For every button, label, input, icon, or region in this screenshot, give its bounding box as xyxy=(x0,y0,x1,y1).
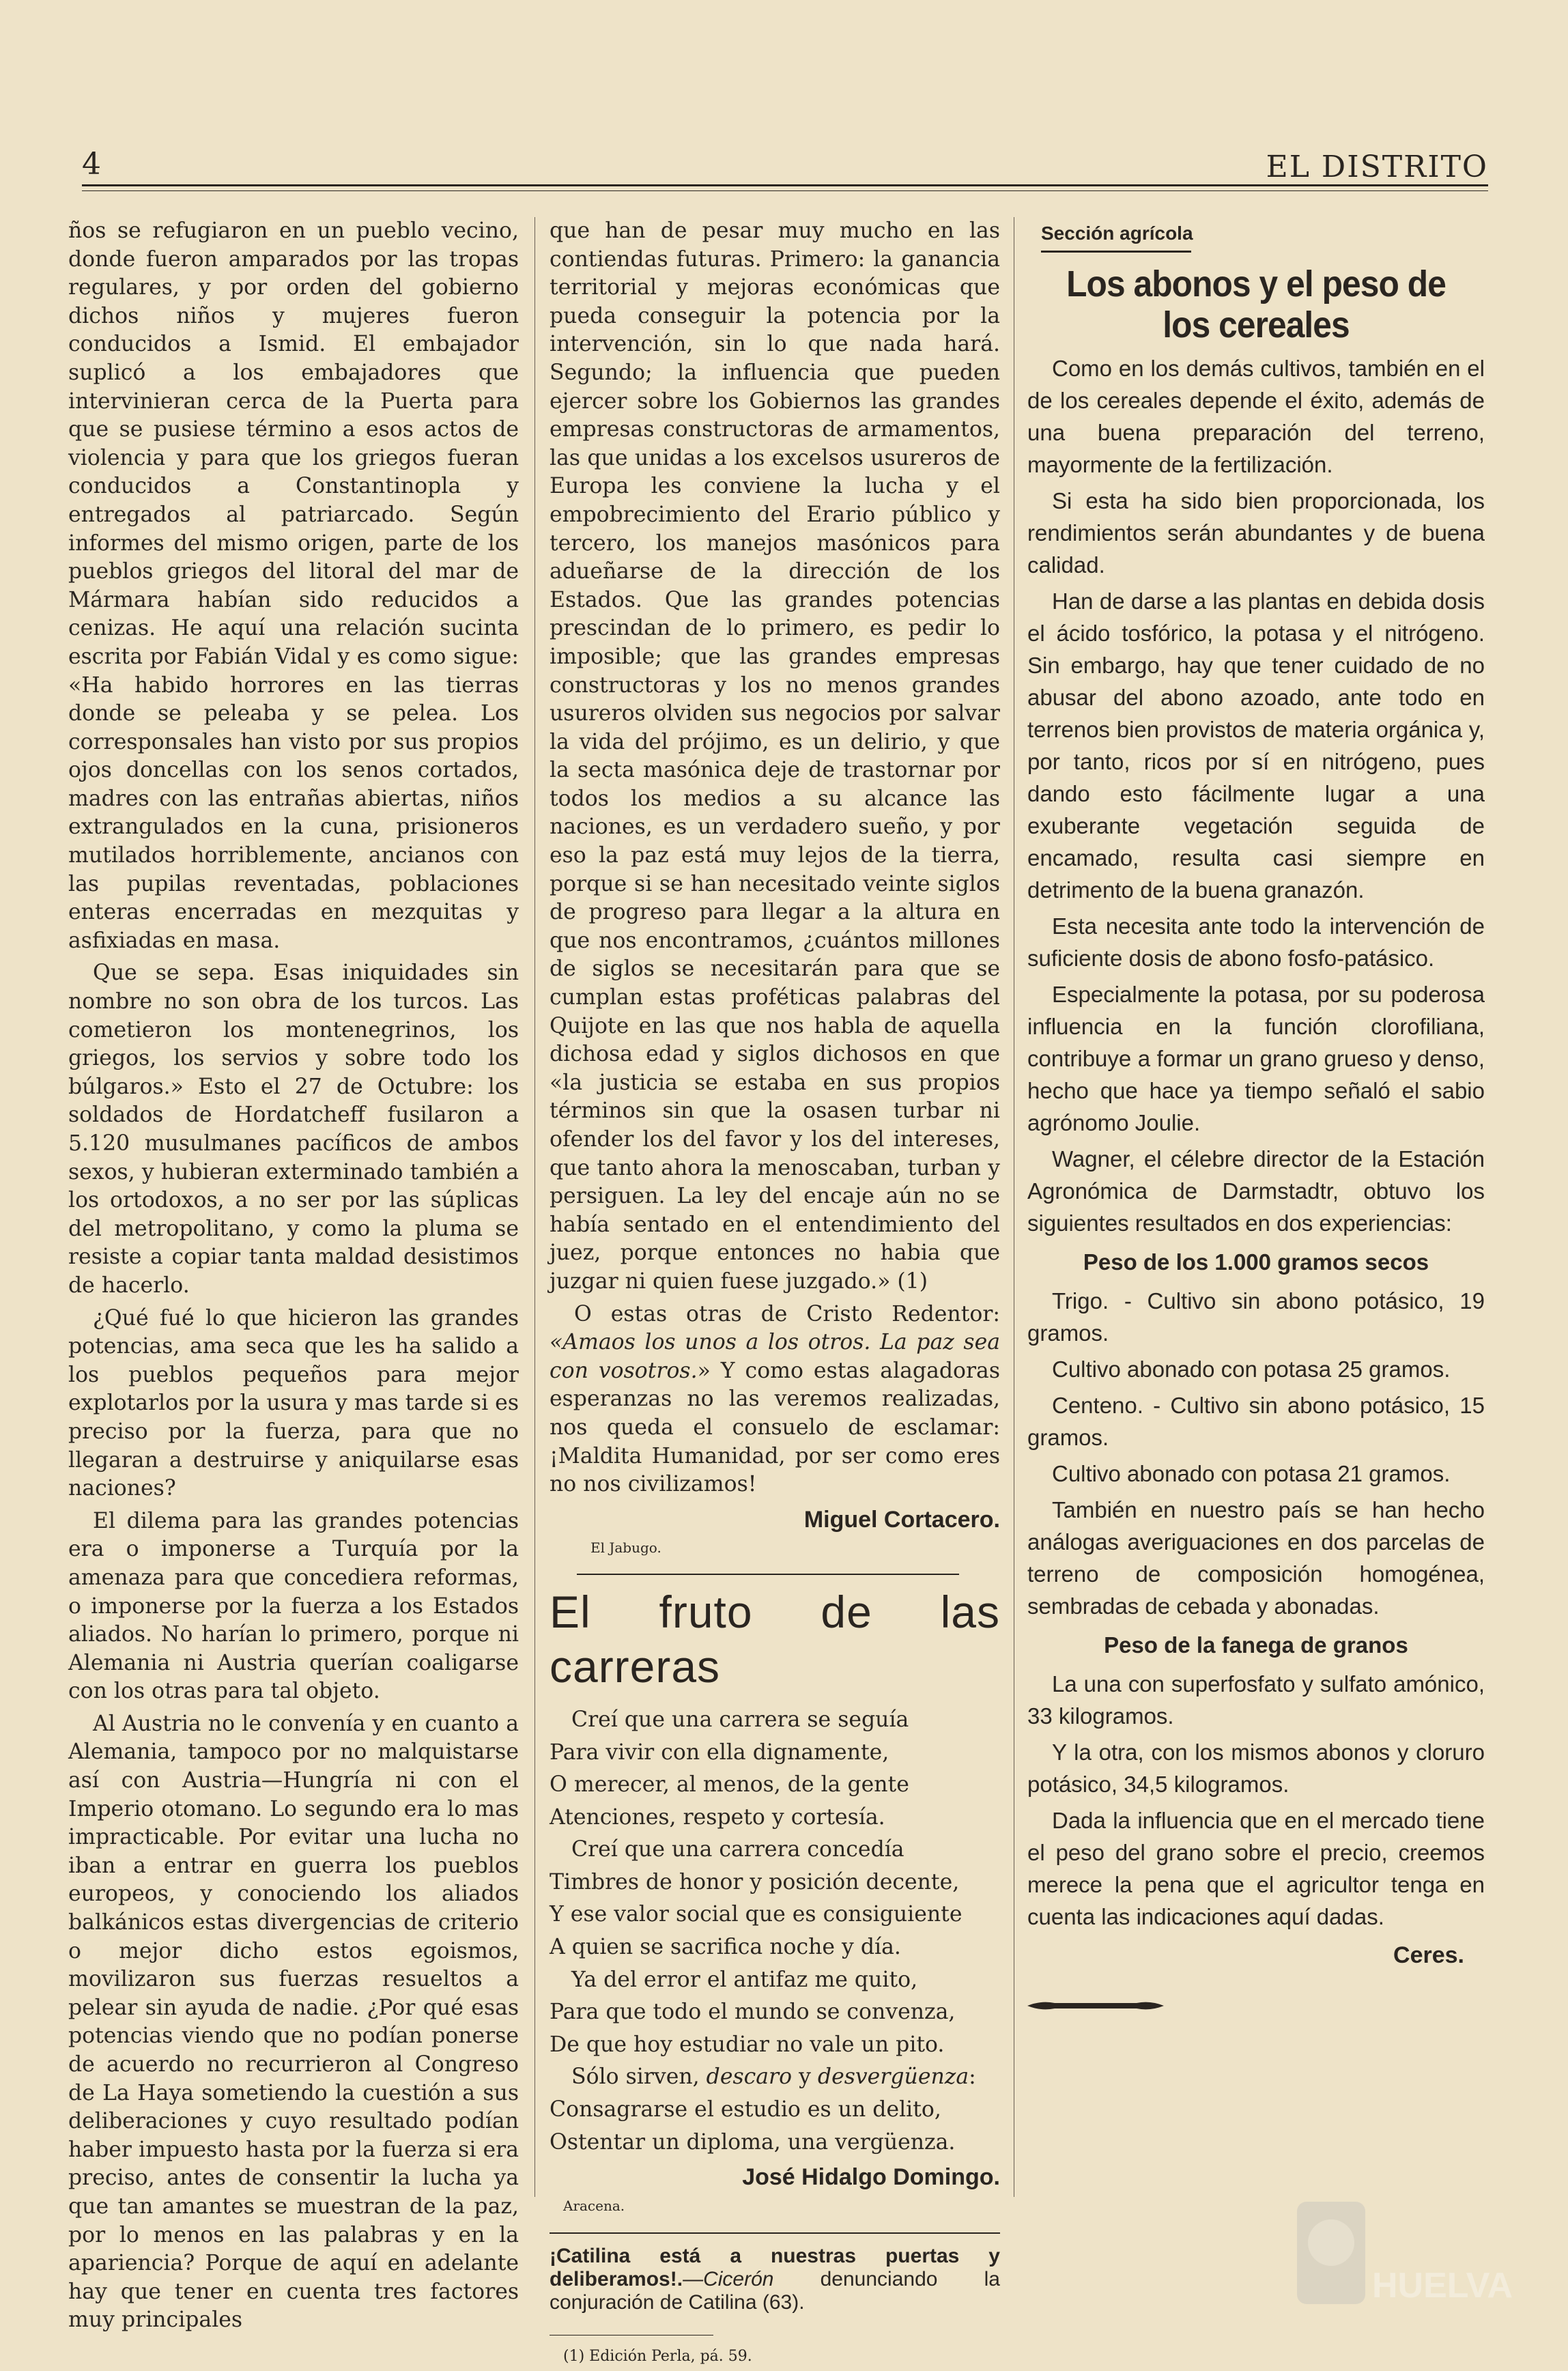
paragraph: Que se sepa. Esas iniquidades sin nombre no son obra de los turcos. Las cometieron los montenegrinos, los griegos, los servios y sobre todo los búlgaros.» Esto el 27 de Octubre: los soldados de Hordatcheff fusilaron a 5.120 musulmanes pacíficos de ambos sexos, y hubieran exterminado también a los ortodoxos, a no ser por las súplicas del metropolitano, y como la pluma se resiste a copiar tanta maldad desistimos de hacerlo. xyxy=(68,961,519,1298)
column-divider xyxy=(534,217,535,2197)
dateline-place: El Jabugo. xyxy=(590,1539,661,1557)
page-header xyxy=(82,147,1488,188)
article-title: Los abonos y el peso de los cereales xyxy=(1066,264,1446,345)
footnote: (1) Edición Perla, pá. 59. xyxy=(563,2348,752,2366)
header-rule xyxy=(82,184,1488,186)
paragraph: ños se refugiaron en un pueblo vecino, donde fueron amparados por las tropas regulares, y por orden del gobierno dichos niños y mujeres fueron conducidos a Ismid. El embajador suplicó a los embajadores que intervinieran cerca de la Puerta para que se pusiese término a esos actos de violencia y para que los griegos fueran conducidos a Constantinopla y entregados al patriarcado. Según informes del mismo origen, parte de los pueblos griegos del litoral del mar de Mármara habían sido reducidos a cenizas. He aquí una relación sucinta escrita por Fabián Vidal y es como sigue: «Ha habido horrores en las tierras donde se peleaba y se pelea. Los corresponsales han visto por sus propios ojos doncellas con los senos cortados, madres con las entrañas abiertas, niños extrangulados en la cuna, prisioneros mutilados horriblemente, ancianos con las pupilas reventadas, poblaciones enteras encerradas en mezquitas y asfixiadas en masa. xyxy=(68,218,519,953)
subheading: Peso de la fanega de granos xyxy=(1104,1632,1408,1658)
poem-italic: descaro xyxy=(706,2064,793,2090)
paragraph: Esta necesita ante todo la intervención de suficiente dosis de abono fosfo-patásico. xyxy=(1027,913,1485,971)
paragraph: ¿Qué fué lo que hicieron las grandes potencias, ama seca que les ha salido a los pueblos pequeños para mejor explotarlos por la usura y mas tarde si es preciso por la fuerza, para que no llegaran a destruirse y aniquilarse esas naciones? xyxy=(68,1305,519,1501)
poem-line: A quien se sacrifica noche y día. xyxy=(550,1935,901,1960)
quote-dash: — xyxy=(683,2268,704,2291)
quote-text: ¡Catilina está a nuestras puertas y deliberamos!. xyxy=(550,2245,1000,2291)
poem-line: De que hoy estudiar no vale un pito. xyxy=(550,2032,945,2057)
article-column-1 xyxy=(68,217,519,2335)
poem-line: Ostentar un diploma, una vergüenza. xyxy=(550,2129,956,2155)
header-rule-thin xyxy=(82,190,1488,191)
paragraph: Wagner, el célebre director de la Estación Agronómica de Darmstadtr, obtuvo los siguientes resultados en dos experiencias: xyxy=(1027,1146,1485,1236)
page-number: 4 xyxy=(82,147,101,182)
quote-author: Cicerón xyxy=(703,2268,774,2291)
result-line: Cultivo abonado con potasa 21 gramos. xyxy=(1052,1461,1451,1486)
poem-line: Creí que una carrera se seguía xyxy=(571,1707,909,1732)
paragraph: También en nuestro país se han hecho análogas averiguaciones en dos parcelas de terreno de composición homogénea, sembradas de cebada y abonadas. xyxy=(1027,1497,1485,1619)
paragraph: Dada la influencia que en el mercado tiene el peso del grano sobre el precio, creemos merece la pena que el agricultor tenga en cuenta las indicaciones aquí dadas. xyxy=(1027,1808,1485,1929)
poem-line xyxy=(550,2063,1000,2092)
section-label: Sección agrícola xyxy=(1041,223,1193,244)
result-line: Trigo. - Cultivo sin abono potásico, 19 gramos. xyxy=(1027,1288,1485,1346)
section-separator xyxy=(550,2232,1000,2234)
paragraph: que han de pesar muy mucho en las contiendas futuras. Primero: la ganancia territorial y mejoras económicas que pueda conseguir la potencia por la intervención, sin lo que nada hará. Segundo; la influencia que pueden ejercer sobre los Gobiernos las grandes empresas constructoras de armamentos, las que unidas a los excelsos usureros de Europa les conviene la lucha y el empobrecimiento del Erario público y tercero, los manejos masónicos para adueñarse de la dirección de los Estados. Que las grandes potencias prescindan de lo primero, es pedir lo imposible; que las grandes empresas constructoras y los no menos grandes usureros olviden sus negocios por salvar la vida del prójimo, es un delirio, y que la secta masónica deje de trastornar por todos los medios a su alcance las naciones, es un verdadero sueño, y por eso la paz está muy lejos de la tierra, porque si se han necesitado veinte siglos de progreso para llegar a la altura en que nos encontramos, ¿cuántos millones de siglos se necesitarán para que se cumplan estas proféticas palabras del Quijote en las que nos habla de aquella dichosa edad y siglos dichosos en que «la justicia se estaba en sus propios términos sin que la osasen turbar ni ofender los del favor y los del intereses, que tanto ahora la menoscaban, turban y persiguen. La ley del encaje aún no se había sentado en el entendimiento del juez, porque entonces no habia que juzgar ni quien fuese juzgado.» (1) xyxy=(550,218,1000,1294)
watermark-seal xyxy=(1297,2195,1522,2311)
newspaper-name: EL DISTRITO xyxy=(1266,150,1488,184)
poem-line: Creí que una carrera concedía xyxy=(571,1837,904,1862)
result-line: Y la otra, con los mismos abonos y cloruro potásico, 34,5 kilogramos. xyxy=(1027,1740,1485,1797)
poem-line: Y ese valor social que es consiguiente xyxy=(550,1902,963,1927)
result-line: Centeno. - Cultivo sin abono potásico, 15 gramos. xyxy=(1027,1393,1485,1450)
paragraph: Han de darse a las plantas en debida dosis el ácido tosfórico, la potasa y el nitrógeno. Sin embargo, hay que tener cuidado de no abusar del abono azoado, ante todo en terrenos bien provistos de materia orgánica y, por tanto, ricos por sí en nitrógeno, pues dando esto fácilmente lugar a una exuberante vegetación seguida de encamado, resulta casi siempre en detrimento de la buena granazón. xyxy=(1027,588,1485,903)
poem-signature: José Hidalgo Domingo. xyxy=(742,2164,1000,2191)
poem-text: y xyxy=(792,2064,818,2090)
watermark-text: HUELVA xyxy=(1372,2266,1513,2305)
poem xyxy=(550,1585,1000,2221)
paragraph-text: O estas otras de Cristo Redentor: xyxy=(574,1301,1000,1326)
quote-box xyxy=(550,2245,1000,2314)
quote-rest: denunciando la conjuración de Catilina (63). xyxy=(550,2268,1000,2314)
result-line: Cultivo abonado con potasa 25 gramos. xyxy=(1052,1357,1451,1382)
section-separator xyxy=(577,1574,959,1575)
paragraph: Si esta ha sido bien proporcionada, los rendimientos serán abundantes y de buena calidad. xyxy=(1027,488,1485,578)
poem-line: Para vivir con ella dignamente, xyxy=(550,1740,889,1765)
paragraph: Como en los demás cultivos, también en el de los cereales depende el éxito, además de una buena preparación del terreno, mayormente de la fertilización. xyxy=(1027,356,1485,477)
poem-line: Consagrarse el estudio es un delito, xyxy=(550,2097,941,2122)
paragraph: Especialmente la potasa, por su poderosa influencia en la función clorofiliana, contribuye a formar un grano grueso y denso, hecho que hace ya tiempo señaló el sabio agrónomo Joulie. xyxy=(1027,982,1485,1135)
paragraph-italic: «Amaos los unos a los otros. La paz sea con vosotros. xyxy=(550,1330,1000,1383)
paragraph: Al Austria no le convenía y en cuanto a Alemania, tampoco por no malquistarse así con Austria—Hungría ni con el Imperio otomano. Lo segundo era lo mas impracticable. Por evitar una lucha no iban a entrar en guerra los pueblos europeos, y conociendo los aliados balkánicos estas divergencias de criterio o mejor dicho estos egoismos, movilizaron sus fuerzas resueltos a pelear sin ayuda de nadie. ¿Por qué esas potencias viendo que no podían ponerse de acuerdo no recurrieron al Congreso de La Haya sometiendo la cuestión a sus deliberaciones y cuyo resultado podían haber impuesto hasta por la fuerza si era preciso, antes de consentir la lucha ya que tan amantes se muestran de la paz, por lo menos en las palabras y en la apariencia? Porque de aquí en adelante hay que tener en cuenta tres factores muy principales xyxy=(68,1711,519,2333)
poem-title: El fruto de las carreras xyxy=(550,1586,1000,1692)
paragraph-text: » Y como estas alagadoras esperanzas no las veremos realizadas, nos queda el consuelo de esclamar: ¡Maldita Humanidad, por ser como eres no nos civilizamos! xyxy=(550,1358,1000,1497)
author-signature: Miguel Cortacero. xyxy=(803,1506,1000,1533)
poem-italic: desvergüenza xyxy=(817,2064,969,2090)
poem-line: Atenciones, respeto y cortesía. xyxy=(550,1804,885,1830)
poem-line: Ya del error el antifaz me quito, xyxy=(571,1967,918,1992)
poem-place: Aracena. xyxy=(563,2197,625,2214)
section-underline xyxy=(1041,251,1191,253)
paragraph xyxy=(550,1301,1000,1499)
poem-line: Para que todo el mundo se convenza, xyxy=(550,2000,956,2025)
result-line: La una con superfosfato y sulfato amónico, 33 kilogramos. xyxy=(1027,1671,1485,1729)
poem-line: O merecer, al menos, de la gente xyxy=(550,1772,909,1798)
author-signature: Ceres. xyxy=(1393,1942,1464,1968)
article-column-2 xyxy=(550,217,1000,2371)
article-column-3 xyxy=(1027,217,1485,2021)
paragraph: El dilema para las grandes potencias era o imponerse a Turquía por la amenaza para que concediera reformas, o imponerse por la fuerza a los Estados aliados. No harían lo primero, porque ni Alemania ni Austria querían coaligarse con los otras para tal objeto. xyxy=(68,1508,519,1704)
ornament-icon xyxy=(1027,1999,1164,2013)
poem-text: : xyxy=(969,2064,976,2090)
poem-line: Timbres de honor y posición decente, xyxy=(550,1869,960,1894)
subheading: Peso de los 1.000 gramos secos xyxy=(1083,1249,1429,1275)
poem-text: Sólo sirven, xyxy=(571,2064,707,2090)
